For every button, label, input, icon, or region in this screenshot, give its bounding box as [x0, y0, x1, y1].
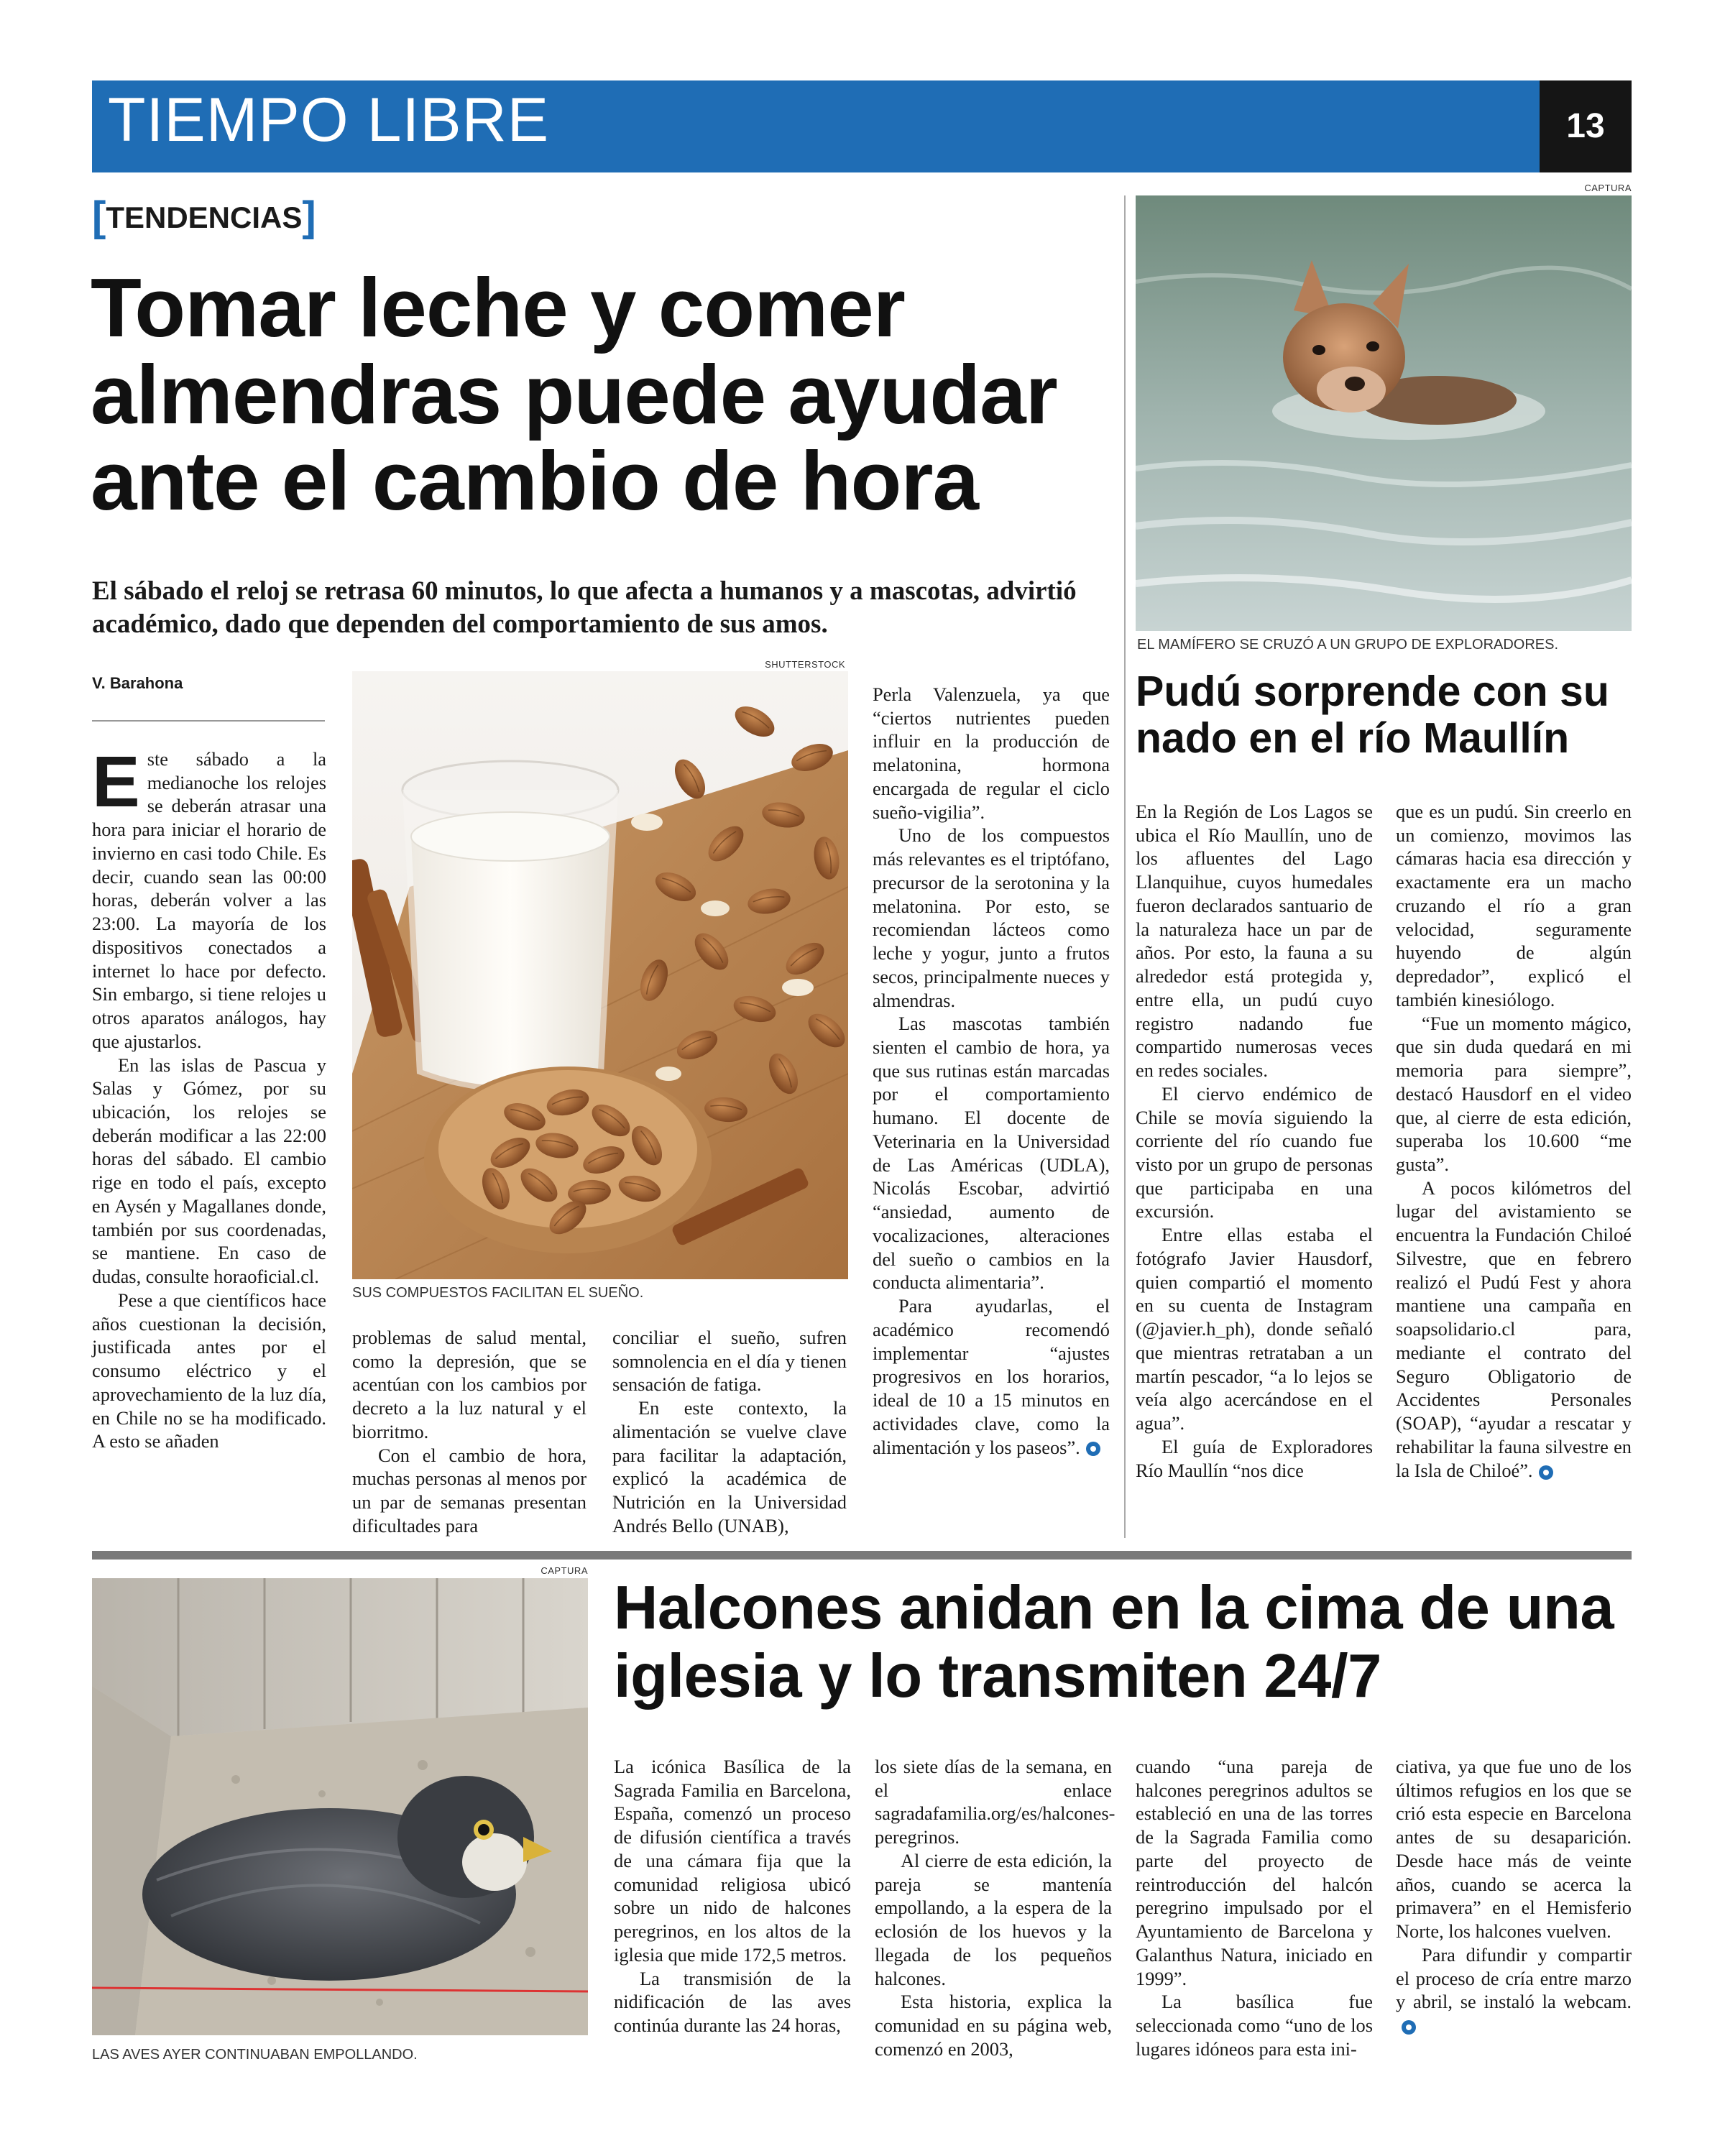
main-col4-p2: Uno de los compuestos más relevantes es el triptófano, precursor de la serotonina y la melatonina. Por esto, se recomiendan lácteos como leche y yogur, junto a frutos secos, principalmente nueces y almendras.: [873, 824, 1110, 1011]
main-col4-p1: Perla Valenzuela, ya que “ciertos nutrientes pueden influir en la producción de melatonina, hormona encargada de regular el ciclo sueño-vigilia”.: [873, 683, 1110, 823]
section-rule: [92, 1551, 1632, 1560]
dropcap: E: [92, 742, 140, 822]
pudu-headline: Pudú sorprende con su nado en el río Maullín: [1136, 668, 1609, 762]
kicker-bracket-close: ]: [302, 193, 316, 240]
column-divider: [1124, 195, 1126, 1538]
pudu-col2-p2: “Fue un momento mágico, que sin duda quedará en mi memoria para siempre”, destacó Hausdorf en el video que, al cierre de esta edición, superaba los 10.600 “me gusta”.: [1396, 1012, 1632, 1176]
main-photo-caption: SUS COMPUESTOS FACILITAN EL SUEÑO.: [352, 1285, 644, 1301]
pudu-photo-caption: EL MAMÍFERO SE CRUZÓ A UN GRUPO DE EXPLORADORES.: [1137, 637, 1559, 653]
falcon-col4-p2-text: Para difundir y compartir el proceso de cría entre marzo y abril, se instaló la webcam.: [1396, 1943, 1632, 2013]
main-col1-p1-text: ste sábado a la medianoche los relojes se deberán atrasar una hora para iniciar el horario de invierno en casi todo Chile. Es decir, cuando sean las 00:00 horas, deberán volver a las 23:00. La mayoría de los dispositivos conectados a internet lo hace por defecto. Sin embargo, si tiene relojes u otros aparatos análogos, hay que ajustarlos.: [92, 748, 326, 1052]
milk-almonds-illustration: [352, 671, 848, 1279]
falcon-col2-p2: Al cierre de esta edición, la pareja se mantenía empollando, a la espera de la eclosión de los huevos y la llegada de los pequeños halcones.: [875, 1849, 1112, 1989]
byline-rule: [92, 720, 325, 722]
falcon-col1-p2: La transmisión de la nidificación de las aves continúa durante las 24 horas,: [614, 1967, 851, 2037]
end-of-article-icon: [1086, 1442, 1100, 1456]
pudu-col2-p3: [1396, 1176, 1632, 1483]
pudu-col1-p4: El guía de Exploradores Río Maullín “nos dice: [1136, 1435, 1373, 1481]
page-number: 13: [1540, 80, 1632, 172]
main-col3-p1: conciliar el sueño, sufren somnolencia en el día y tienen sensación de fatiga.: [612, 1327, 847, 1396]
pudu-photo: [1136, 195, 1632, 631]
main-col1-p2: En las islas de Pascua y Salas y Gómez, por su ubicación, los relojes se deberán modificar a las 22:00 horas del sábado. El cambio rige en todo el país, excepto en Aysén y Magallanes donde, también por sus coordenadas, se mantiene. En caso de dudas, consulte horaoficial.cl.: [92, 1054, 326, 1288]
pudu-col2-p3-text: A pocos kilómetros del lugar del avistamiento se encuentra la Fundación Chiloé Silvestre, que en febrero realizó el Pudú Fest y ahora mantiene una campaña en soapsolidario.cl para, mediante el contrato del Seguro Obligatorio de Accidentes Personales (SOAP), “ayudar a rescatar y rehabilitar la fauna silvestre en la Isla de Chiloé”.: [1396, 1176, 1632, 1481]
falcon-col-2: [875, 1755, 1116, 2061]
falcon-nest-illustration: [92, 1578, 588, 2035]
main-col-4: [873, 683, 1110, 1459]
falcon-photo-caption: LAS AVES AYER CONTINUABAN EMPOLLANDO.: [92, 2047, 418, 2063]
main-col4-p4-text: Para ayudarlas, el académico recomendó implementar “ajustes progresivos en los horarios, ideal de 10 a 15 minutos en actividades clave, como la alimentación y los paseos”.: [873, 1295, 1110, 1458]
section-title: TIEMPO LIBRE: [108, 86, 550, 155]
main-col1-p1: [92, 742, 326, 1054]
falcon-col-4: [1396, 1755, 1632, 2037]
pudu-photo-credit: CAPTURA: [1584, 183, 1632, 193]
falcon-col-1: [614, 1755, 851, 2037]
main-col4-p3: Las mascotas también sienten el cambio de hora, ya que sus rutinas están marcadas por el comportamiento humano. El docente de Veterinaria en la Universidad de Las Américas (UDLA), Nicolás Escobar, advirtió “ansiedad, aumento de vocalizaciones, alteraciones del sueño o cambios en la conducta alimentaria”.: [873, 1013, 1110, 1294]
pudu-col-2: [1396, 800, 1632, 1482]
main-photo: [352, 671, 848, 1279]
pudu-swimming-illustration: [1136, 195, 1632, 631]
byline: V. Barahona: [92, 674, 183, 692]
pudu-col-1: [1136, 800, 1373, 1482]
main-col4-p4: [873, 1294, 1110, 1459]
pudu-col1-p2: El ciervo endémico de Chile se movía siguiendo la corriente del río cuando fue visto por un grupo de personas que participaba en una excursión.: [1136, 1082, 1373, 1222]
pudu-col1-p1: En la Región de Los Lagos se ubica el Río Maullín, uno de los afluentes del Lago Llanquihue, cuyos humedales fueron declarados santuario de la naturaleza hace un par de años. Por esto, la fauna a su alrededor está protegida y, entre ella, un pudú cuyo registro nadando fue compartido numerosas veces en redes sociales.: [1136, 801, 1373, 1082]
main-photo-credit: SHUTTERSTOCK: [765, 659, 845, 670]
falcon-photo: [92, 1578, 588, 2035]
falcon-col3-p1: cuando “una pareja de halcones peregrinos adultos se estableció en una de las torres de la Sagrada Familia como parte del proyecto de reintroducción del halcón peregrino impulsado por el Ayuntamiento de Barcelona y Galanthus Natura, iniciado en 1999”.: [1136, 1756, 1373, 1989]
main-col-3: [612, 1326, 847, 1538]
main-col1-p3: Pese a que científicos hace años cuestionan la decisión, justificada antes por el consumo eléctrico y el aprovechamiento de la luz día, en Chile no se ha modificado. A esto se añaden: [92, 1289, 326, 1452]
falcon-col-3: [1136, 1755, 1373, 2061]
main-col-2: [352, 1326, 586, 1538]
falcon-col3-p2: La basílica fue seleccionada como “uno de los lugares idóneos para esta ini-: [1136, 1991, 1373, 2060]
main-col2-p1: problemas de salud mental, como la depresión, que se acentúan con los cambios por decreto a la luz natural y el biorritmo.: [352, 1327, 586, 1442]
kicker-text: TENDENCIAS: [106, 201, 303, 234]
kicker: [92, 193, 316, 241]
end-of-article-icon: [1539, 1465, 1553, 1480]
falcon-headline: Halcones anidan en la cima de una iglesia y lo transmiten 24/7: [614, 1574, 1614, 1711]
falcon-col4-p2: [1396, 1943, 1632, 2037]
falcon-col2-p3: Esta historia, explica la comunidad en su página web, comenzó en 2003,: [875, 1991, 1112, 2060]
falcon-photo-credit: CAPTURA: [540, 1565, 588, 1576]
falcon-col4-p1: ciativa, ya que fue uno de los últimos refugios en los que se crió esta especie en Barcelona antes de su desaparición. Desde hace más de veinte años, cuando se acerca la primavera” en el Hemisferio Norte, los halcones vuelven.: [1396, 1756, 1632, 1943]
main-deck: El sábado el reloj se retrasa 60 minutos, lo que afecta a humanos y a mascotas, advirtió académico, dado que dependen del comportamiento de sus amos.: [92, 576, 1077, 640]
main-col2-p2: Con el cambio de hora, muchas personas al menos por un par de semanas presentan dificultades para: [352, 1444, 586, 1537]
main-headline: Tomar leche y comer almendras puede ayudar ante el cambio de hora: [91, 261, 1057, 528]
pudu-col1-p3: Entre ellas estaba el fotógrafo Javier Hausdorf, quien compartió el momento en su cuenta de Instagram (@javier.h_ph), donde señaló que mientras retrataban a un martín pescador, “a lo lejos se veía algo acercándose en el agua”.: [1136, 1224, 1373, 1434]
falcon-col2-p1: los siete días de la semana, en el enlace sagradafamilia.org/es/halcones-peregrinos.: [875, 1756, 1116, 1848]
main-col-1: [92, 742, 326, 1453]
kicker-bracket-open: [: [92, 193, 106, 240]
pudu-col2-p1: que es un pudú. Sin creerlo en un comienzo, movimos las cámaras hacia esa dirección y exactamente era un macho cruzando el río a gran velocidad, seguramente huyendo de algún depredador”, explicó el también kinesiólogo.: [1396, 801, 1632, 1010]
falcon-col1-p1: La icónica Basílica de la Sagrada Familia en Barcelona, España, comenzó un proceso de difusión científica a través de una cámara fija que la comunidad religiosa ubicó sobre un nido de halcones peregrinos, en los altos de la iglesia que mide 172,5 metros.: [614, 1756, 851, 1966]
main-col3-p2: En este contexto, la alimentación se vuelve clave para facilitar la adaptación, explicó la académica de Nutrición en la Universidad Andrés Bello (UNAB),: [612, 1397, 847, 1537]
end-of-article-icon: [1402, 2020, 1416, 2035]
